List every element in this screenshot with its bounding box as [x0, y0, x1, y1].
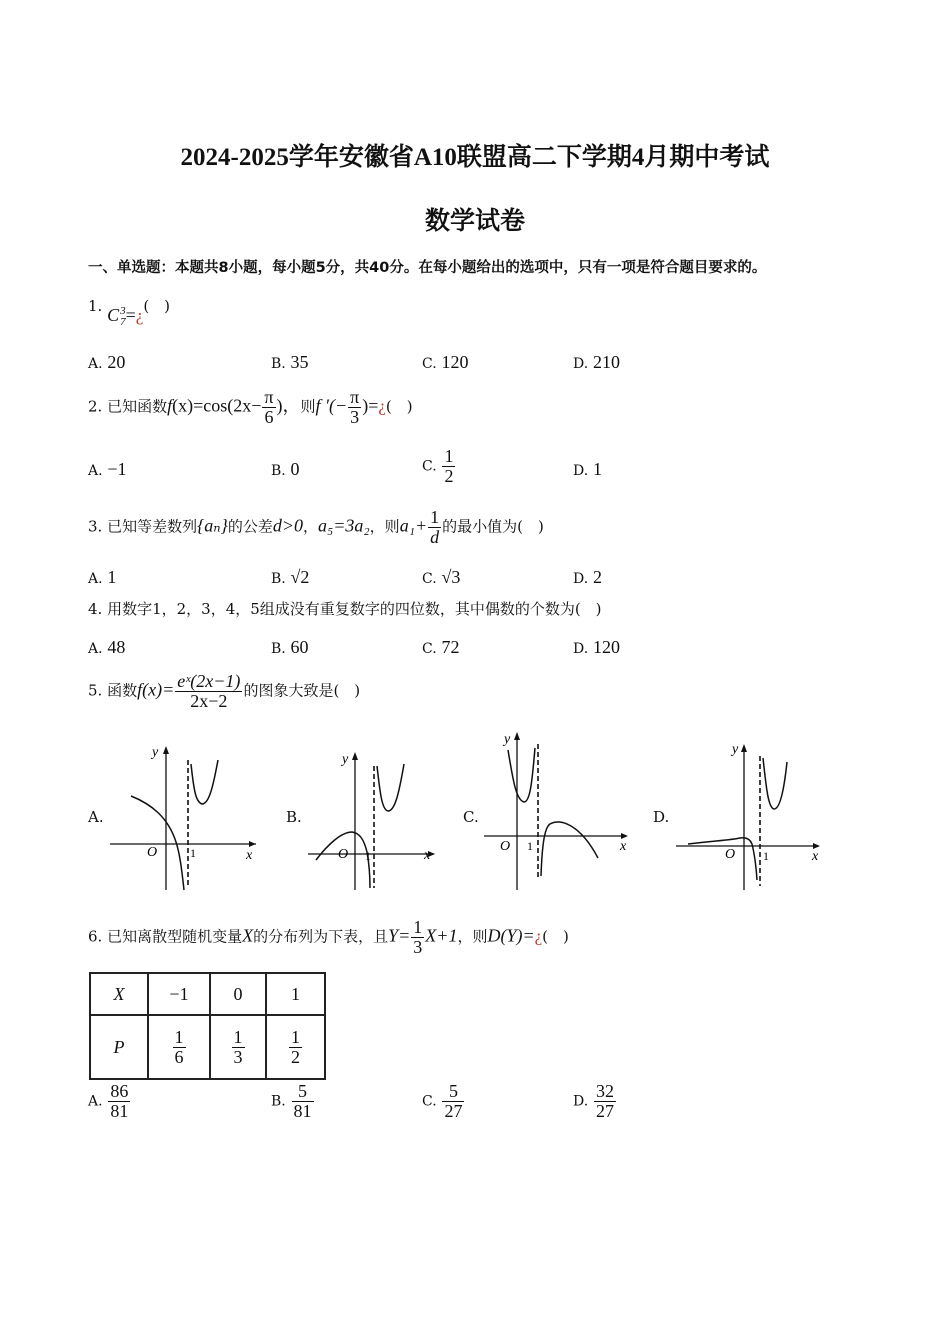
origin-label: O — [147, 845, 158, 860]
question-2: 2. 已知函数f(x)=cos(2x− $\frac{\pi}{6}$ )，则f ′(− $\frac{\pi}{3}$ )=¿( ) — [88, 387, 413, 427]
svg-text:1: 1 — [365, 849, 371, 863]
table-cell: 0 — [210, 973, 266, 1015]
q5-graph-c — [480, 728, 632, 892]
q2-pi-over-3: $\frac{\pi}{3}$ — [350, 387, 360, 427]
q6-option-b: B. $\frac{5}{81}$ — [271, 1081, 312, 1121]
q1-binomial: C 3 7 — [107, 305, 126, 328]
q4-option-a: A. 48 — [88, 637, 126, 657]
q1-option-b: B. 35 — [271, 352, 309, 372]
q2-option-c: C. $\frac{1}{2}$ — [422, 446, 454, 486]
q1-option-a: A. 20 — [88, 352, 126, 372]
q6-option-d: D. $\frac{32}{27}$ — [573, 1081, 614, 1121]
question-3: 3. 已知等差数列{aₙ}的公差d>0，a₅=3a₂，则a₁+ $\frac{1}{d}$ 的最小值为( ) — [88, 507, 544, 547]
svg-text:y: y — [732, 742, 739, 757]
q3-option-b: B. √2 — [271, 567, 310, 587]
q5-graph-a — [106, 742, 266, 894]
svg-text:O: O — [500, 839, 511, 854]
tick-1-label: 1 — [190, 846, 196, 860]
q6-option-a: A. $\frac{86}{81}$ — [88, 1081, 129, 1121]
q1-number: 1. — [88, 297, 103, 316]
question-4: 4. 用数字1，2，3，4，5组成没有重复数字的四位数，其中偶数的个数为( ) — [88, 600, 602, 618]
svg-text:O: O — [338, 847, 349, 862]
q2-option-a: A. −1 — [88, 459, 127, 479]
section-heading: 一、单选题：本题共8小题，每小题5分，共40分。在每小题给出的选项中，只有一项是符合题目要求的。 — [88, 260, 767, 276]
q5-graph-b-label: B. — [286, 808, 302, 826]
axis-y-label: y — [152, 745, 159, 760]
table-cell: $\frac{1}{6}$ — [148, 1015, 210, 1079]
table-cell: −1 — [148, 973, 210, 1015]
svg-text:x: x — [424, 848, 431, 863]
q4-option-b: B. 60 — [271, 637, 309, 657]
svg-text:1: 1 — [763, 849, 769, 863]
q4-option-c: C. 72 — [422, 637, 460, 657]
q5-graph-d-label: D. — [653, 808, 670, 826]
table-row-p — [90, 1015, 325, 1079]
q1-option-d: D. 210 — [573, 352, 620, 372]
svg-text:x: x — [812, 849, 819, 864]
q2-pi-over-6: $\frac{\pi}{6}$ — [264, 387, 274, 427]
q2-option-d: D. 1 — [573, 459, 602, 479]
question-1: 1. C 3 7 =¿( ) — [88, 297, 171, 328]
q3-option-d: D. 2 — [573, 567, 602, 587]
q6-option-c: C. $\frac{5}{27}$ — [422, 1081, 463, 1121]
q4-option-d: D. 120 — [573, 637, 620, 657]
table-row-x — [90, 973, 325, 1015]
q3-option-c: C. √3 — [422, 567, 461, 587]
question-6: 6. 已知离散型随机变量X的分布列为下表，且Y= $\frac{1}{3}$ X+1，则D(Y)=¿( ) — [88, 917, 569, 957]
axis-x-label: x — [246, 848, 253, 863]
table-cell: 1 — [266, 973, 325, 1015]
q1-invalid-char: ¿ — [135, 306, 144, 326]
q1-option-c: C. 120 — [422, 352, 469, 372]
distribution-table — [89, 972, 326, 1080]
svg-text:y: y — [342, 752, 349, 767]
question-5: 5. 函数f(x)= $\frac{\text{eˣ(2x−1)}}{2x-2}$ 的图象大致是( ) — [88, 671, 361, 711]
table-cell: $\frac{1}{3}$ — [210, 1015, 266, 1079]
table-header-x: X — [90, 973, 148, 1015]
q5-graph-a-label: A. — [88, 808, 104, 826]
q5-graph-b — [304, 748, 446, 894]
svg-text:y: y — [504, 732, 511, 747]
q5-fraction: $\frac{\text{eˣ(2x−1)}}{2x-2}$ — [177, 671, 241, 711]
q2-option-b: B. 0 — [271, 459, 300, 479]
table-header-p: P — [90, 1015, 148, 1079]
document-subtitle: 数学试卷 — [424, 208, 525, 235]
svg-text:O: O — [725, 847, 736, 862]
q5-graph-d — [672, 740, 828, 892]
q5-graph-c-label: C. — [463, 808, 479, 826]
svg-text:1: 1 — [527, 839, 533, 853]
svg-text:x: x — [620, 839, 627, 854]
table-cell: $\frac{1}{2}$ — [266, 1015, 325, 1079]
q3-option-a: A. 1 — [88, 567, 117, 587]
document-title: 2024-2025学年安徽省A10联盟高二下学期4月期中考试 — [180, 144, 770, 171]
